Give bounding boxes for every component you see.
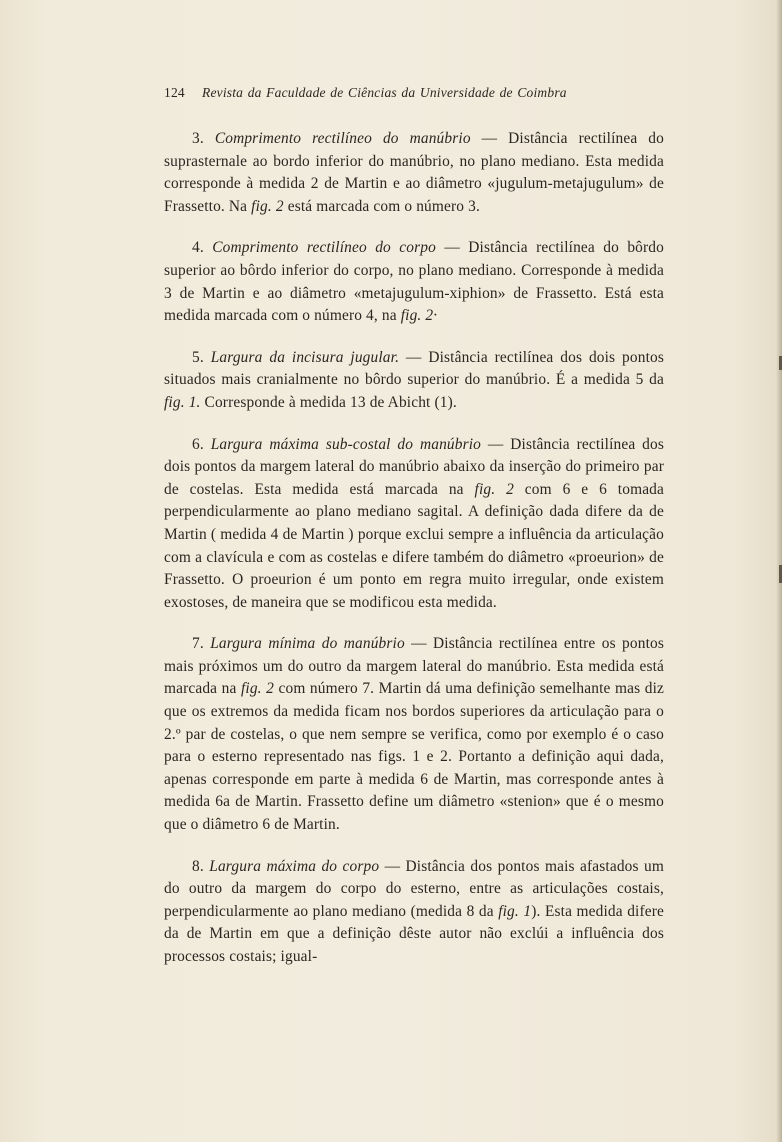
- paragraph-number: 6.: [192, 435, 204, 453]
- paragraph-text: com 6 e 6 tomada perpendicularmente ao plano mediano sagital. A definição dada difere da de Martin ( medida 4 de Martin ) porque exclui sempre a influência da articulação com a clavícula e com as costelas e difere também do diâmetro «proeurion» de Frassetto. O proeurion é um ponto em regra muito irregular, onde existem exostoses, de maneira que se modificou esta medida.: [164, 480, 665, 611]
- paragraph-number: 7.: [192, 635, 204, 653]
- paragraph-title: Comprimento rectilíneo do corpo: [212, 239, 436, 257]
- paragraph-text: ). Esta medida difere da de Martin em que a definição dêste autor não exclúi a influência dos processos costais; igual-: [164, 902, 664, 965]
- paragraph-3: [164, 128, 664, 218]
- figure-reference: fig. 1.: [164, 393, 201, 411]
- paragraph-text: — Distância rectilínea entre os pontos mais próximos um do outro da margem lateral do manúbrio. Esta medida está marcada na: [164, 635, 665, 698]
- paragraph-title: Comprimento rectilíneo do manúbrio: [214, 130, 471, 147]
- paragraph-number: 3.: [192, 130, 204, 147]
- page-number: 124: [164, 85, 185, 100]
- paragraph-text: com número 7. Martin dá uma definição semelhante mas diz que os extremos da medida ficam nos bordos superiores da articulação para o 2.º par de costelas, o que nem sempre se verifica, como por exemplo é o caso para o esterno representado nas figs. 1 e 2. Portanto a definição aqui dada, apenas corresponde em parte à medida 6 de Martin, mas corresponde antes à medida 6a de Martin. Frassetto define um diâmetro «stenion» que é o mesmo que o diâmetro 6 de Martin.: [164, 680, 664, 834]
- running-title: Revista da Faculdade de Ciências da Universidade de Coimbra: [202, 85, 567, 100]
- figure-reference: fig. 2: [474, 480, 514, 498]
- paragraph-4: [164, 237, 664, 327]
- paragraph-number: 5.: [192, 348, 204, 366]
- figure-reference: fig. 2: [240, 680, 274, 698]
- paragraph-title: Largura da incisura jugular.: [210, 348, 400, 366]
- figure-reference: fig. 2·: [400, 307, 438, 325]
- paragraph-text: — Distância rectilínea do bôrdo superior ao bôrdo inferior do corpo, no plano mediano. Corresponde à medida 3 de Martin e ao diâmetro «metajugulum-xiphion» de Frassetto. Está esta medida marcada com o número 4, na: [164, 239, 664, 325]
- paragraph-text: está marcada com o número 3.: [283, 197, 480, 215]
- paragraph-5: [164, 347, 664, 415]
- paragraph-number: 4.: [192, 239, 204, 257]
- page-body: [164, 128, 664, 988]
- paragraph-text: — Distância dos pontos mais afastados um do outro da margem do corpo do esterno, entre as articulações costais, perpendicularmente ao plano mediano (medida 8 da: [164, 857, 665, 920]
- paragraph-7: [164, 633, 664, 836]
- paragraph-title: Largura máxima sub-costal do manúbrio: [210, 435, 482, 453]
- paragraph-8: [164, 856, 664, 969]
- paragraph-text: Corresponde à medida 13 de Abicht (1).: [200, 393, 457, 411]
- paragraph-title: Largura mínima do manúbrio: [210, 635, 405, 653]
- paragraph-text: — Distância rectilínea dos dois pontos situados mais cranialmente no bôrdo superior do manúbrio. É a medida 5 da: [164, 348, 665, 389]
- figure-reference: fig. 2: [251, 197, 284, 215]
- figure-reference: fig. 1: [498, 902, 532, 920]
- paragraph-text: — Distância rectilínea dos dois pontos da margem lateral do manúbrio abaixo da inserção do primeiro par de costelas. Esta medida está marcada na: [164, 435, 665, 498]
- paragraph-text: — Distância rectilínea do suprasternale ao bordo inferior do manúbrio, no plano mediano. Esta medida corresponde à medida 2 de Martin e ao diâmetro «jugulum-metajugulum» de Frassetto. Na: [164, 130, 664, 215]
- page-edge-shadow: [776, 0, 782, 1142]
- paragraph-6: [164, 434, 664, 615]
- page-header: [164, 85, 616, 105]
- paragraph-title: Largura máxima do corpo: [209, 857, 380, 875]
- paragraph-number: 8.: [192, 857, 204, 875]
